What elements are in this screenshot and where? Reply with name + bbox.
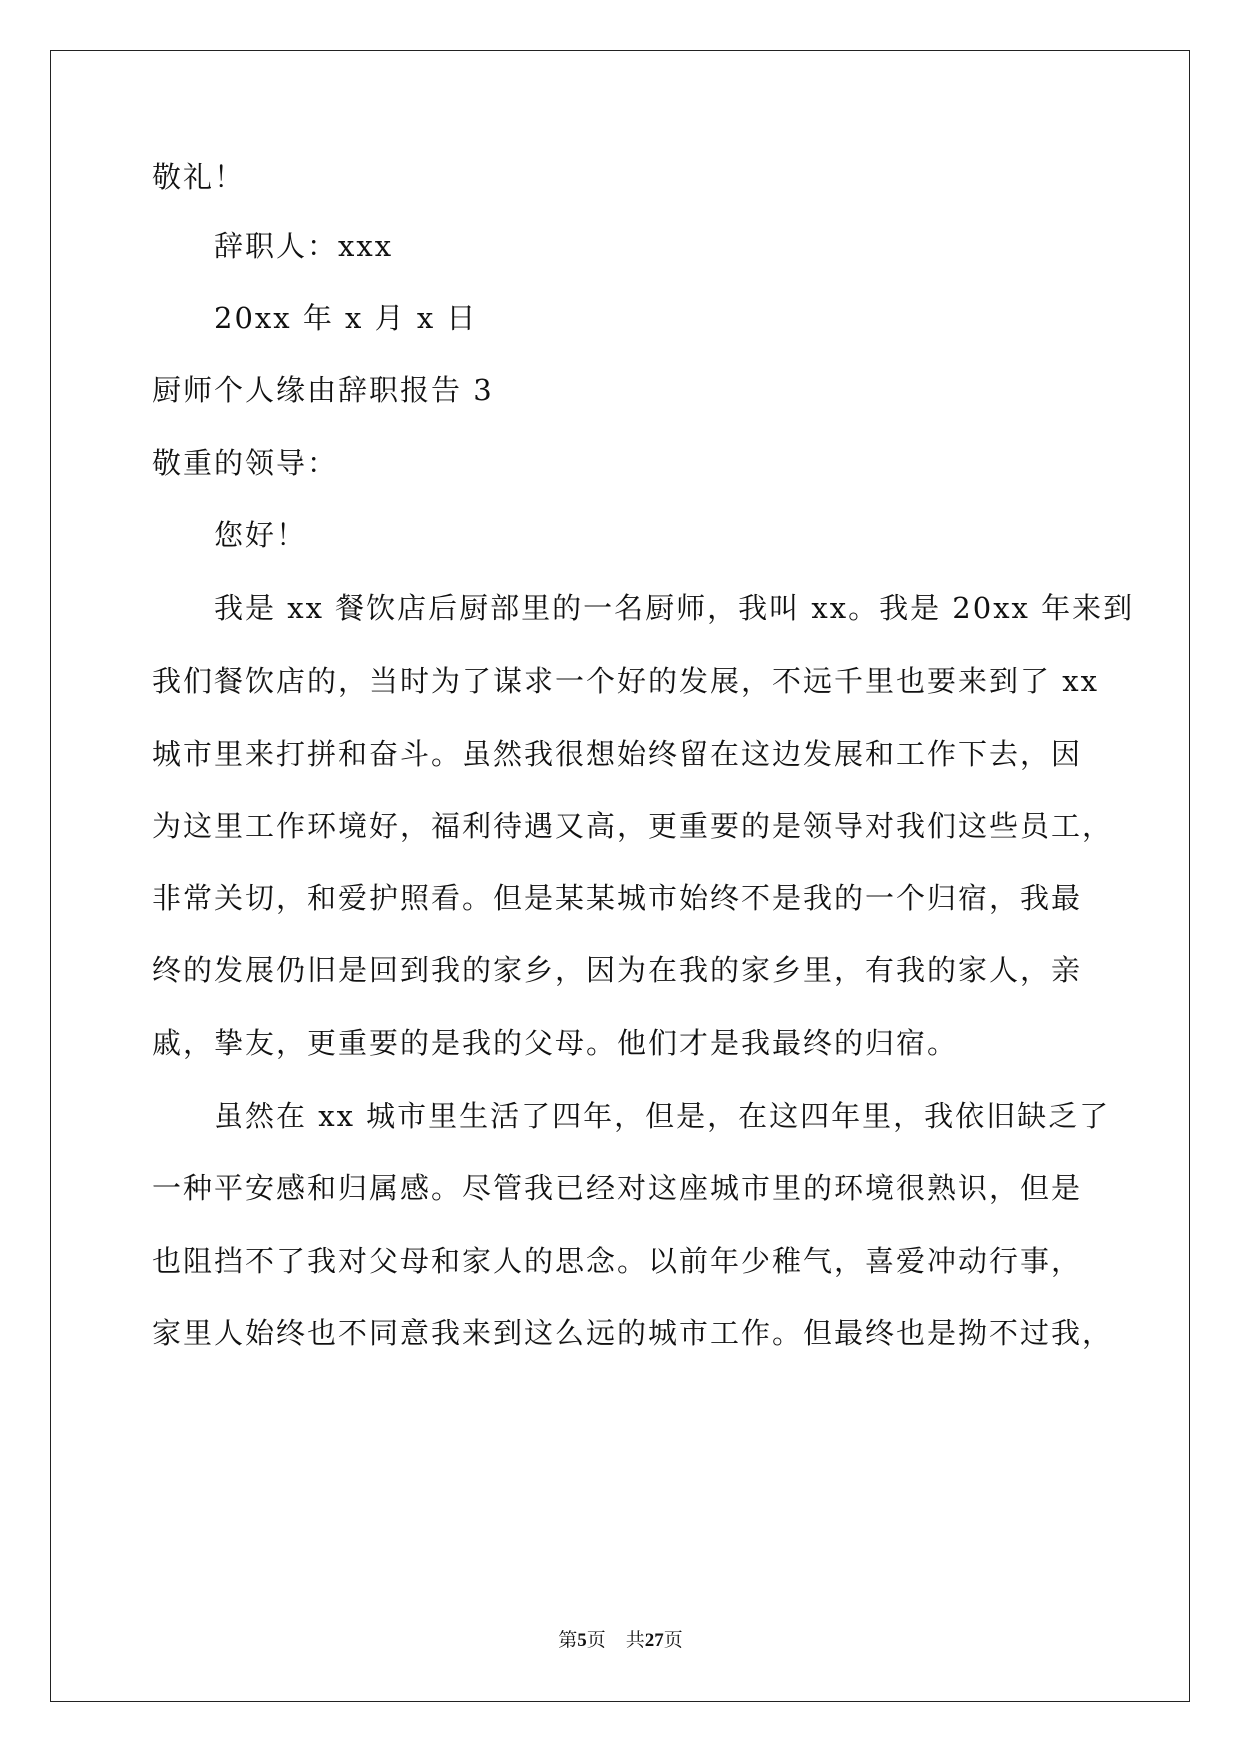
body-line: 戚，挚友，更重要的是我的父母。他们才是我最终的归宿。 <box>152 1026 959 1060</box>
body-line: 一种平安感和归属感。尽管我已经对这座城市里的环境很熟识，但是 <box>152 1171 1083 1205</box>
body-line: 为这里工作环境好，福利待遇又高，更重要的是领导对我们这些员工， <box>152 809 1114 843</box>
body-line: 也阻挡不了我对父母和家人的思念。以前年少稚气，喜爱冲动行事， <box>152 1244 1083 1278</box>
body-line: 虽然在 xx 城市里生活了四年，但是，在这四年里，我依旧缺乏了 <box>214 1099 1111 1133</box>
signature-name: 辞职人：xxx <box>214 229 394 263</box>
signature-date: 20xx 年 x 月 x 日 <box>214 301 478 335</box>
page-footer <box>0 1628 1241 1653</box>
greeting: 敬重的领导： <box>152 446 339 480</box>
body-line: 非常关切，和爱护照看。但是某某城市始终不是我的一个归宿，我最 <box>152 881 1083 915</box>
body-line: 我们餐饮店的，当时为了谋求一个好的发展，不远千里也要来到了 xx <box>152 664 1099 698</box>
body-line: 我是 xx 餐饮店后厨部里的一名厨师，我叫 xx。我是 20xx 年来到 <box>214 591 1135 625</box>
body-line: 终的发展仍旧是回到我的家乡，因为在我的家乡里，有我的家人，亲 <box>152 953 1083 987</box>
total-prefix: 共 <box>625 1629 645 1651</box>
page-suffix: 页 <box>586 1629 606 1651</box>
greeting-hello: 您好！ <box>214 518 308 552</box>
body-line: 家里人始终也不同意我来到这么远的城市工作。但最终也是拗不过我， <box>152 1316 1114 1350</box>
closing-salutation: 敬礼！ <box>152 160 246 194</box>
page-number: 5 <box>577 1630 587 1651</box>
total-pages: 27 <box>644 1630 664 1651</box>
body-line: 城市里来打拼和奋斗。虽然我很想始终留在这边发展和工作下去，因 <box>152 737 1083 771</box>
section-title: 厨师个人缘由辞职报告 3 <box>152 373 494 407</box>
total-suffix: 页 <box>663 1629 683 1651</box>
page-prefix: 第 <box>558 1629 578 1651</box>
